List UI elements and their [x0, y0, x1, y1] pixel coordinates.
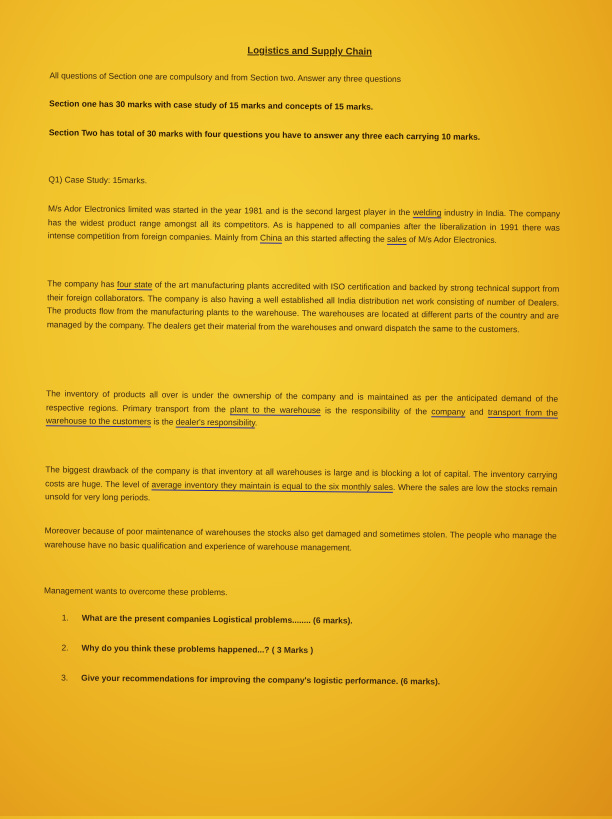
text-span: The biggest drawback of the company is that inventory at all warehouses is large and is blocking a lot of capital. The inventory carrying costs are huge. The level of	[45, 464, 558, 489]
underlined-text: dealer's responsibility	[175, 416, 255, 428]
question-3	[61, 671, 561, 688]
question-number: 2.	[61, 642, 69, 653]
question-number: 1.	[61, 612, 69, 623]
question-text: Give your recommendations for improving the company's logistic performance. (6 marks).	[81, 672, 441, 687]
case-paragraph-1	[48, 202, 560, 248]
question-text: What are the present companies Logistical problems........ (6 marks).	[81, 612, 353, 626]
question-1	[62, 611, 562, 628]
underlined-text: sales	[386, 234, 407, 245]
text-span: an this started affecting the	[281, 232, 388, 245]
underlined-text: plant to the warehouse	[230, 403, 321, 415]
text-span: industry in India. The company has the widest product range amongst all its competitors. As is happened to all companies after the liberalization in 1991 there was intense competition from foreign companies. Mainly from	[47, 207, 561, 243]
case-paragraph-3	[46, 387, 558, 433]
section-one-text: Section one has 30 marks with case study of 15 marks and concepts of 15 marks.	[49, 98, 374, 112]
underlined-text: four state	[117, 279, 153, 290]
question-text: Why do you think these problems happened...? ( 3 Marks )	[81, 642, 314, 656]
text-span: The inventory of products all over is under the ownership of the company and is maintained as per the anticipated demand of the respective regions. Primary transport from the	[45, 388, 559, 414]
underlined-text: China	[259, 232, 282, 243]
instructions-text: All questions of Section one are compulsory and from Section two. Answer any three questions	[49, 70, 401, 84]
underlined-text: company	[431, 405, 466, 417]
question-number: 3.	[61, 672, 69, 683]
text-span: The company has	[47, 278, 118, 290]
text-span: of M/s Ador Electronics.	[406, 234, 497, 246]
case-paragraph-5: Moreover because of poor maintenance of warehouses the stocks also get damaged and sometimes stolen. The people who manage the warehouse have no basic qualification and experience of warehouse management.	[44, 525, 557, 553]
text-span: M/s Ador Electronics limited was started in the year 1981 and is the second largest player in the	[48, 203, 414, 218]
section-two-text: Section Two has total of 30 marks with four questions you have to answer any three each carrying 10 marks.	[48, 127, 481, 142]
text-span: is the	[151, 416, 176, 427]
case-study-heading: Q1) Case Study: 15marks.	[48, 174, 148, 186]
page-title: Logistics and Supply Chain	[247, 45, 373, 58]
text-span: .	[254, 417, 258, 428]
underlined-text: welding	[412, 207, 442, 218]
text-span: is the responsibility of the	[320, 404, 432, 416]
underlined-text: average inventory they maintain is equal to the six monthly sales	[151, 478, 394, 492]
case-paragraph-6: Management wants to overcome these problems.	[44, 585, 228, 598]
text-span: of the art manufacturing plants accredited with ISO certification and backed by strong technical support from their foreign collaborators. The company is also having a well established all India distribution net work consisting of number of Dealers. The products flow from the manufacturing plants to the warehouse. The warehouses are located at different parts of the country and are managed by the company. The dealers get their material from the warehouses and onward dispatch the same to the customers.	[46, 279, 560, 335]
question-2	[61, 641, 561, 658]
text-span: . Where the sales are low the stocks remain unsold for very long periods.	[45, 481, 558, 503]
case-paragraph-4	[45, 463, 557, 509]
underlined-text: transport from the warehouse to the customers	[45, 406, 559, 427]
text-span: and	[465, 406, 488, 417]
case-paragraph-2	[47, 277, 560, 337]
